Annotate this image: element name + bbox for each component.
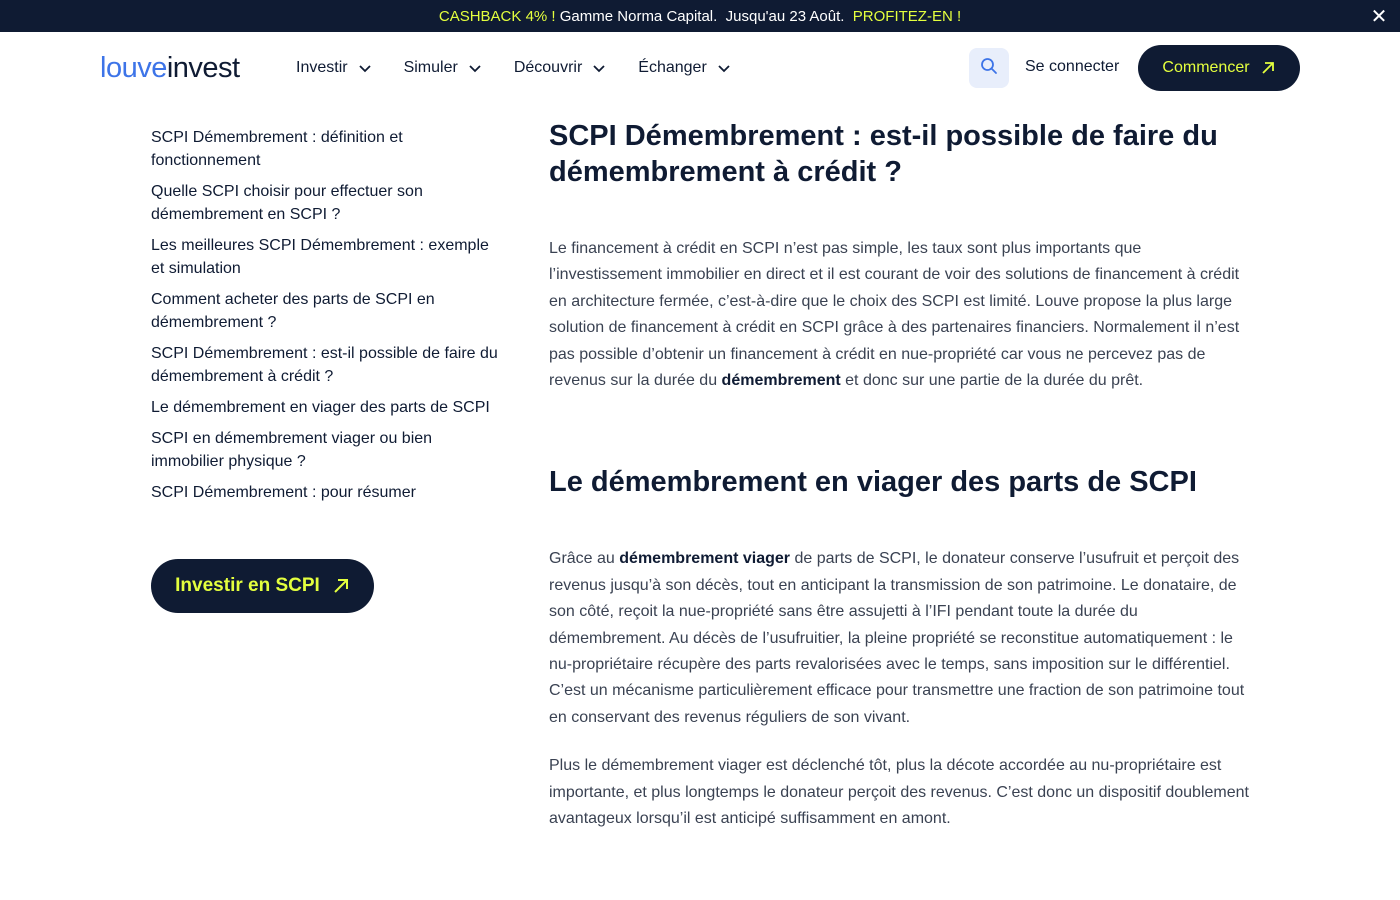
- promo-cashback: CASHBACK 4% !: [438, 7, 556, 25]
- section-title-viager: Le démembrement en viager des parts de SCPI: [549, 466, 1197, 499]
- chevron-down-icon: [468, 61, 482, 75]
- nav-item-label: Investir: [296, 59, 348, 76]
- nav-item-echanger[interactable]: [638, 56, 731, 80]
- promo-cta-link[interactable]: PROFITEZ-EN !: [848, 7, 962, 25]
- toc-item[interactable]: Comment acheter des parts de SCPI en démembrement ?: [151, 291, 435, 331]
- start-button-label: Commencer: [1162, 59, 1250, 76]
- paragraph-text: Grâce au: [549, 550, 620, 568]
- paragraph-text: et donc sur une partie de la durée du prêt.: [840, 372, 1144, 390]
- section-paragraph: [549, 546, 1254, 731]
- nav-item-simuler[interactable]: [404, 56, 482, 80]
- nav-item-investir[interactable]: [296, 56, 372, 80]
- toc-item[interactable]: SCPI en démembrement viager ou bien immobilier physique ?: [151, 430, 433, 470]
- chevron-down-icon: [358, 61, 372, 75]
- search-icon: [980, 57, 998, 80]
- logo-part-louve: louve: [100, 52, 167, 84]
- paragraph-bold-text: démembrement: [721, 372, 841, 390]
- section-title-credit: SCPI Démembrement : est-il possible de faire du démembrement à crédit ?: [549, 120, 1218, 188]
- chevron-down-icon: [717, 61, 731, 75]
- logo-part-invest: invest: [166, 52, 240, 84]
- close-icon[interactable]: ✕: [1370, 5, 1388, 28]
- toc-item[interactable]: Le démembrement en viager des parts de SCPI: [151, 399, 490, 416]
- section-paragraph: Plus le démembrement viager est déclenché tôt, plus la décote accordée au nu-propriétaire est importante, et plus longtemps le donateur perçoit des revenus. C’est donc un dispositif doublement avantageux lorsqu’il est anticipé suffisamment en amont.: [549, 757, 1249, 828]
- main-nav: [296, 56, 763, 80]
- invest-scpi-button[interactable]: [151, 559, 374, 613]
- login-link[interactable]: Se connecter: [1025, 58, 1120, 75]
- arrow-up-right-icon: [332, 577, 350, 595]
- toc-item[interactable]: SCPI Démembrement : définition et fonctionnement: [151, 129, 403, 169]
- invest-scpi-button-label: Investir en SCPI: [175, 575, 320, 596]
- article-content: [549, 118, 1254, 833]
- toc-item[interactable]: SCPI Démembrement : est-il possible de faire du démembrement à crédit ?: [151, 345, 498, 385]
- logo[interactable]: [100, 52, 240, 84]
- chevron-down-icon: [592, 61, 606, 75]
- site-header: [0, 32, 1400, 104]
- nav-item-decouvrir[interactable]: [514, 56, 606, 80]
- search-button[interactable]: [969, 48, 1009, 88]
- paragraph-text: Le financement à crédit en SCPI n’est pas simple, les taux sont plus importants que l’investissement immobilier en direct et il est courant de voir des solutions de financement à crédit en architecture fermée, c’est-à-dire que le choix des SCPI est limité. Louve propose la plus large solution de financement à crédit en SCPI grâce à des partenaires financiers. Normalement il n’est pas possible d’obtenir un financement à crédit en nue-propriété car vous ne percevez pas de revenus sur la durée du: [549, 240, 1240, 390]
- table-of-contents: [151, 126, 506, 512]
- nav-item-label: Découvrir: [513, 59, 583, 76]
- start-button[interactable]: [1138, 45, 1300, 91]
- nav-item-label: Échanger: [638, 59, 707, 76]
- promo-range: Gamme Norma Capital.: [555, 7, 722, 25]
- nav-item-label: Simuler: [403, 59, 458, 76]
- arrow-up-right-icon: [1260, 60, 1276, 76]
- promo-until: Jusqu'au 23 Août.: [721, 7, 849, 25]
- toc-item[interactable]: Les meilleures SCPI Démembrement : exemple et simulation: [151, 237, 489, 277]
- section-paragraph: [549, 236, 1254, 394]
- promo-banner: [0, 0, 1400, 32]
- paragraph-text: de parts de SCPI, le donateur conserve l’usufruit et perçoit des revenus jusqu’à son décès, tout en anticipant la transmission de son patrimoine. Le donataire, de son côté, reçoit la nue-propriété sans être assujetti à l’IFI pendant toute la durée du démembrement. Au décès de l’usufruitier, la pleine propriété se reconstitue automatiquement : le nu-propriétaire récupère des parts revalorisées avec le temps, sans imposition sur le différentiel. C’est un mécanisme particulièrement efficace pour transmettre une fraction de son patrimoine tout en conservant des revenus réguliers de son vivant.: [549, 550, 1245, 726]
- paragraph-bold-text: démembrement viager: [619, 550, 790, 568]
- toc-item[interactable]: SCPI Démembrement : pour résumer: [151, 484, 416, 501]
- toc-item[interactable]: Quelle SCPI choisir pour effectuer son démembrement en SCPI ?: [151, 183, 423, 223]
